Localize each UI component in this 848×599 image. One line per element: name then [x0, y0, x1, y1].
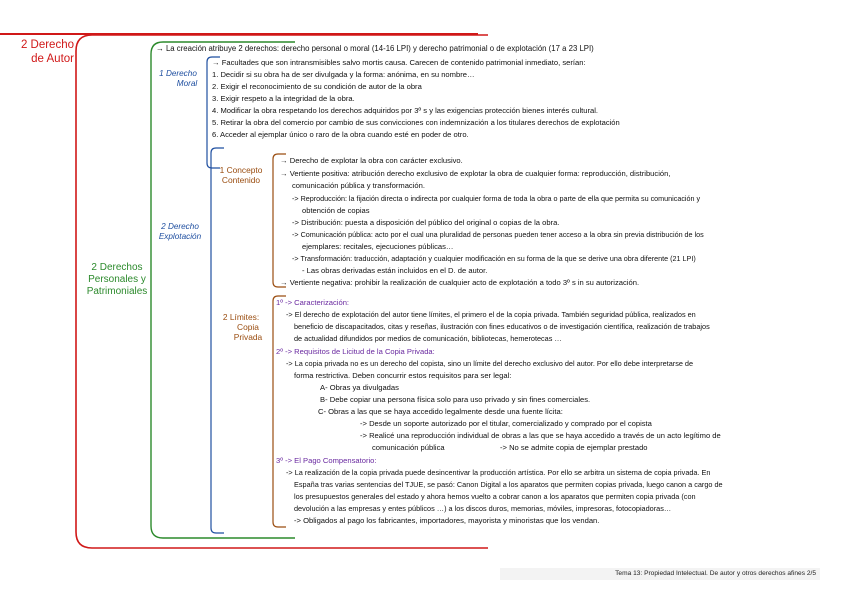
explotacion-label-line2: Explotación [158, 232, 202, 241]
concepto-line-3: -> Reproducción: la fijación directa o indirecta por cualquier forma de toda la obra o parte de ella que permita su comunicación y [292, 194, 701, 203]
limites-h2-line-4: C- Obras a las que se haya accedido legalmente desde una fuente lícita: [318, 407, 563, 416]
moral-line-6: 6. Acceder al ejemplar único o raro de la obra cuando esté en poder de otro. [212, 130, 469, 139]
limites-h2-line-6: -> Realicé una reproducción individual de obras a las que se haya accedido a través de un acto legítimo de [360, 431, 721, 440]
concepto-label-line2: Contenido [221, 175, 261, 185]
limites-h1-line-1: beneficio de discapacitados, citas y reseñas, ilustración con fines educativos o de investigación científica, realización de trabajos [294, 322, 710, 331]
limites-heading-1: 1º -> Caracterización: [276, 298, 350, 307]
concepto-label [212, 165, 270, 185]
footer-caption: Tema 13: Propiedad Intelectual. De autor y otros derechos afines 2/5 [500, 568, 820, 580]
limites-label-line2: Copia [237, 322, 259, 332]
page-title [4, 38, 74, 66]
moral-line-4: 4. Modificar la obra respetando los derechos adquiridos por 3º s y las exigencias protección bienes interés cultural. [212, 106, 599, 115]
limites-h2-line-8: -> No se admite copia de ejemplar prestado [500, 443, 648, 452]
concepto-line-0: → Derecho de explotar la obra con carácter exclusivo. [280, 156, 463, 165]
limites-heading-3: 3º -> El Pago Compensatorio: [276, 456, 377, 465]
concepto-line-1: → Vertiente positiva: atribución derecho exclusivo de explotar la obra de cualquier forma: reproducción, distribución, [280, 169, 671, 178]
derechos-line1: 2 Derechos [91, 262, 143, 273]
concepto-line-10: → Vertiente negativa: prohibir la realización de cualquier acto de explotación a todo 3º s in su autorización. [280, 278, 640, 287]
explotacion-label-line1: 2 Derecho [161, 222, 199, 231]
derechos-line2: Personales y [88, 274, 146, 285]
limites-h3-line-3: devolución a las empresas y entes públicos …) a los discos duros, memorias, móviles, impresoras, fotocopiadoras… [294, 504, 672, 513]
derechos-line3: Patrimoniales [86, 286, 148, 297]
limites-heading-2: 2º -> Requisitos de Licitud de la Copia Privada: [276, 347, 435, 356]
concepto-line-2: comunicación pública y transformación. [292, 181, 425, 190]
limites-h2-line-7: comunicación pública [372, 443, 445, 452]
concepto-label-line1: 1 Concepto [219, 165, 263, 175]
concepto-line-8: -> Transformación: traducción, adaptación y cualquier modificación en su forma de la que se derive una obra diferente (21 LPI) [292, 254, 696, 263]
moral-line-2: 2. Exigir el reconocimiento de su condición de autor de la obra [212, 82, 422, 91]
limites-label-line1: 2 Límites: [222, 312, 260, 322]
derecho-explotacion-label [150, 222, 210, 242]
page-title-line2: de Autor [31, 53, 74, 65]
limites-h2-line-3: B- Debe copiar una persona física solo para uso privado y sin fines comerciales. [320, 395, 591, 404]
limites-h3-line-2: los presupuestos generales del estado y ahora hemos vuelto a cobrar canon a los aparatos que permiten copia privada (con [294, 492, 696, 501]
concepto-line-6: -> Comunicación pública: acto por el cual una pluralidad de personas pueden tener acceso a la obra sin previa distribución de los [292, 230, 704, 239]
concepto-line-9: - Las obras derivadas están incluidos en el D. de autor. [302, 266, 488, 275]
derechos-personales-label [80, 262, 154, 298]
limites-h3-line-1: España tras varias sentencias del TJUE, se pasó: Canon Digital a los aparatos que permiten copias privada, luego canon a cargo de [294, 480, 723, 489]
moral-label-line2: Moral [176, 79, 198, 88]
limites-h1-line-2: de actualidad difundidos por medios de comunicación, bibliotecas, hemerotecas … [294, 334, 562, 343]
intro-line: → La creación atribuye 2 derechos: derecho personal o moral (14-16 LPI) y derecho patrimonial o de explotación (17 a 23 LPI) [156, 44, 594, 53]
moral-label-line1: 1 Derecho [159, 69, 197, 78]
concepto-line-5: -> Distribución: puesta a disposición del público del original o copias de la obra. [292, 218, 560, 227]
limites-h2-line-2: A- Obras ya divulgadas [320, 383, 399, 392]
limites-h2-line-1: forma restrictiva. Deben concurrir estos requisitos para ser legal: [294, 371, 512, 380]
limites-h1-line-0: -> El derecho de explotación del autor tiene límites, el primero el de la copia privada. También seguridad pública, realizados en [286, 310, 696, 319]
moral-line-3: 3. Exigir respeto a la integridad de la obra. [212, 94, 355, 103]
moral-line-5: 5. Retirar la obra del comercio por cambio de sus convicciones con indemnización a los titulares derechos de explotación [212, 118, 620, 127]
moral-line-0: → Facultades que son intransmisibles salvo mortis causa. Carecen de contenido patrimonial inmediato, serían: [212, 58, 586, 67]
limites-label-line3: Privada [233, 332, 263, 342]
moral-line-1: 1. Decidir si su obra ha de ser divulgada y la forma: anónima, en su nombre… [212, 70, 475, 79]
page-title-line1: 2 Derecho [20, 39, 74, 51]
limites-label [212, 312, 270, 342]
blue-bracket-explotacion [206, 146, 226, 538]
brown-bracket-limites [268, 294, 288, 534]
derecho-moral-label [150, 69, 206, 89]
limites-h3-line-4: -> Obligados al pago los fabricantes, importadores, mayorista y minoristas que los vendan. [294, 516, 600, 525]
limites-h2-line-5: -> Desde un soporte autorizado por el titular, comercializado y comprado por el copista [360, 419, 652, 428]
limites-h2-line-0: -> La copia privada no es un derecho del copista, sino un límite del derecho exclusivo del autor. Por ello debe interpretarse de [286, 359, 694, 368]
limites-h3-line-0: -> La realización de la copia privada puede desincentivar la producción artística. Por ello se arbitra un sistema de copia privada. En [286, 468, 711, 477]
concepto-line-7: ejemplares: recitales, ejecuciones públicas… [302, 242, 454, 251]
concepto-line-4: obtención de copias [302, 206, 370, 215]
